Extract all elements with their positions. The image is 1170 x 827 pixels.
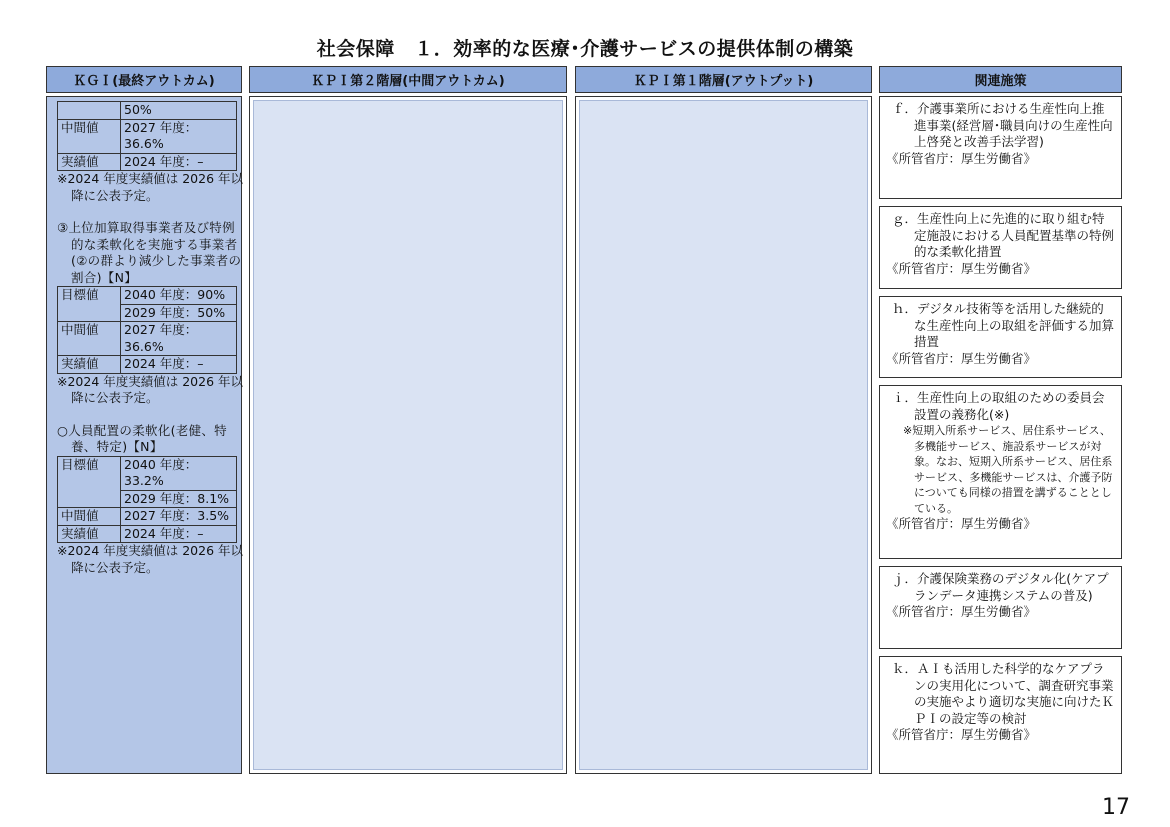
table-value: 2027 年度：36.6% [121,322,237,356]
page-number: 17 [1102,795,1130,820]
related-item-h [879,296,1122,378]
related-ministry: 《所管省庁：厚生労働省》 [886,350,1037,366]
related-note: ※短期入所系サービス、居住系サービス、多機能サービス、施設系サービスが対象。なお、短期入所系サービス、居住系サービス、多機能サービスは、介護予防についても同様の措置を講ずることとしている。 [903,424,1113,515]
table-value: 2027 年度：36.6% [121,119,237,153]
table-value: 2024 年度：– [121,153,237,171]
table-label: 目標値 [58,456,121,508]
related-text: ｇ．生産性向上に先進的に取り組む特定施設における人員配置基準の特例的な柔軟化措置 [892,211,1115,259]
table-label: 中間値 [58,119,121,153]
related-item-k [879,656,1122,774]
kgi-note: ※2024 年度実績値は 2026 年以降に公表予定。 [57,543,244,575]
related-item-i [879,385,1122,559]
table-value: 2024 年度：– [121,356,237,374]
kpi1-panel [579,100,868,770]
related-text: ｉ．生産性向上の取組のための委員会設置の義務化(※) [892,390,1105,422]
related-text: ｆ．介護事業所における生産性向上推進事業(経営層･職員向けの生産性向上啓発と改善手法学習) [892,101,1113,149]
header-related: 関連施策 [879,66,1122,93]
related-item-g [879,206,1122,289]
related-text: ｊ．介護保険業務のデジタル化(ケアプランデータ連携システムの普及) [892,571,1109,603]
table-value: 2029 年度：50% [121,304,237,322]
kgi-column [46,96,242,774]
table-label: 中間値 [58,322,121,356]
table-value: 2040 年度：90% [121,287,237,305]
kgi-table-bottom [57,456,237,544]
table-label [58,102,121,120]
kgi-note: ※2024 年度実績値は 2026 年以降に公表予定。 [57,171,244,203]
kpi1-column [575,96,872,774]
related-text: ｈ．デジタル技術等を活用した継続的な生産性向上の取組を評価する加算措置 [892,301,1115,349]
kpi2-panel [253,100,563,770]
table-label: 実績値 [58,525,121,543]
header-kpi1: ＫＰＩ第１階層(アウトプット) [575,66,872,93]
kgi-table-top [57,101,237,171]
related-ministry: 《所管省庁：厚生労働省》 [886,604,1037,619]
related-ministry: 《所管省庁：厚生労働省》 [886,727,1037,742]
table-label: 目標値 [58,287,121,322]
table-value: 2040 年度：33.2% [121,456,237,490]
related-item-j [879,566,1122,649]
table-value: 50% [121,102,237,120]
table-value: 2029 年度：8.1% [121,490,237,508]
related-text: ｋ．ＡＩも活用した科学的なケアプランの実用化について、調査研究事業の実施やより適切な実施に向けたＫＰＩの設定等の検討 [892,661,1115,726]
header-kgi: ＫＧＩ(最終アウトカム) [46,66,242,93]
kgi-item-3: ③上位加算取得事業者及び特例的な柔軟化を実施する事業者(②の群より減少した事業者の割合)【N】 [57,220,242,285]
related-ministry: 《所管省庁：厚生労働省》 [886,150,1037,166]
table-value: 2024 年度：– [121,525,237,543]
kgi-note: ※2024 年度実績値は 2026 年以降に公表予定。 [57,373,244,405]
kgi-content [57,101,247,576]
table-label: 実績値 [58,356,121,374]
kpi2-column [249,96,567,774]
page-title: 社会保障 １．効率的な医療･介護サービスの提供体制の構築 [316,38,854,60]
kgi-item-4: ○人員配置の柔軟化(老健、特養、特定)【N】 [57,422,227,454]
kgi-table-mid [57,286,237,374]
table-label: 中間値 [58,508,121,526]
related-ministry: 《所管省庁：厚生労働省》 [886,516,1037,531]
table-value: 2027 年度：3.5% [121,508,237,526]
related-ministry: 《所管省庁：厚生労働省》 [886,260,1037,276]
related-item-f [879,96,1122,199]
header-kpi2: ＫＰＩ第２階層(中間アウトカム) [249,66,567,93]
table-label: 実績値 [58,153,121,171]
